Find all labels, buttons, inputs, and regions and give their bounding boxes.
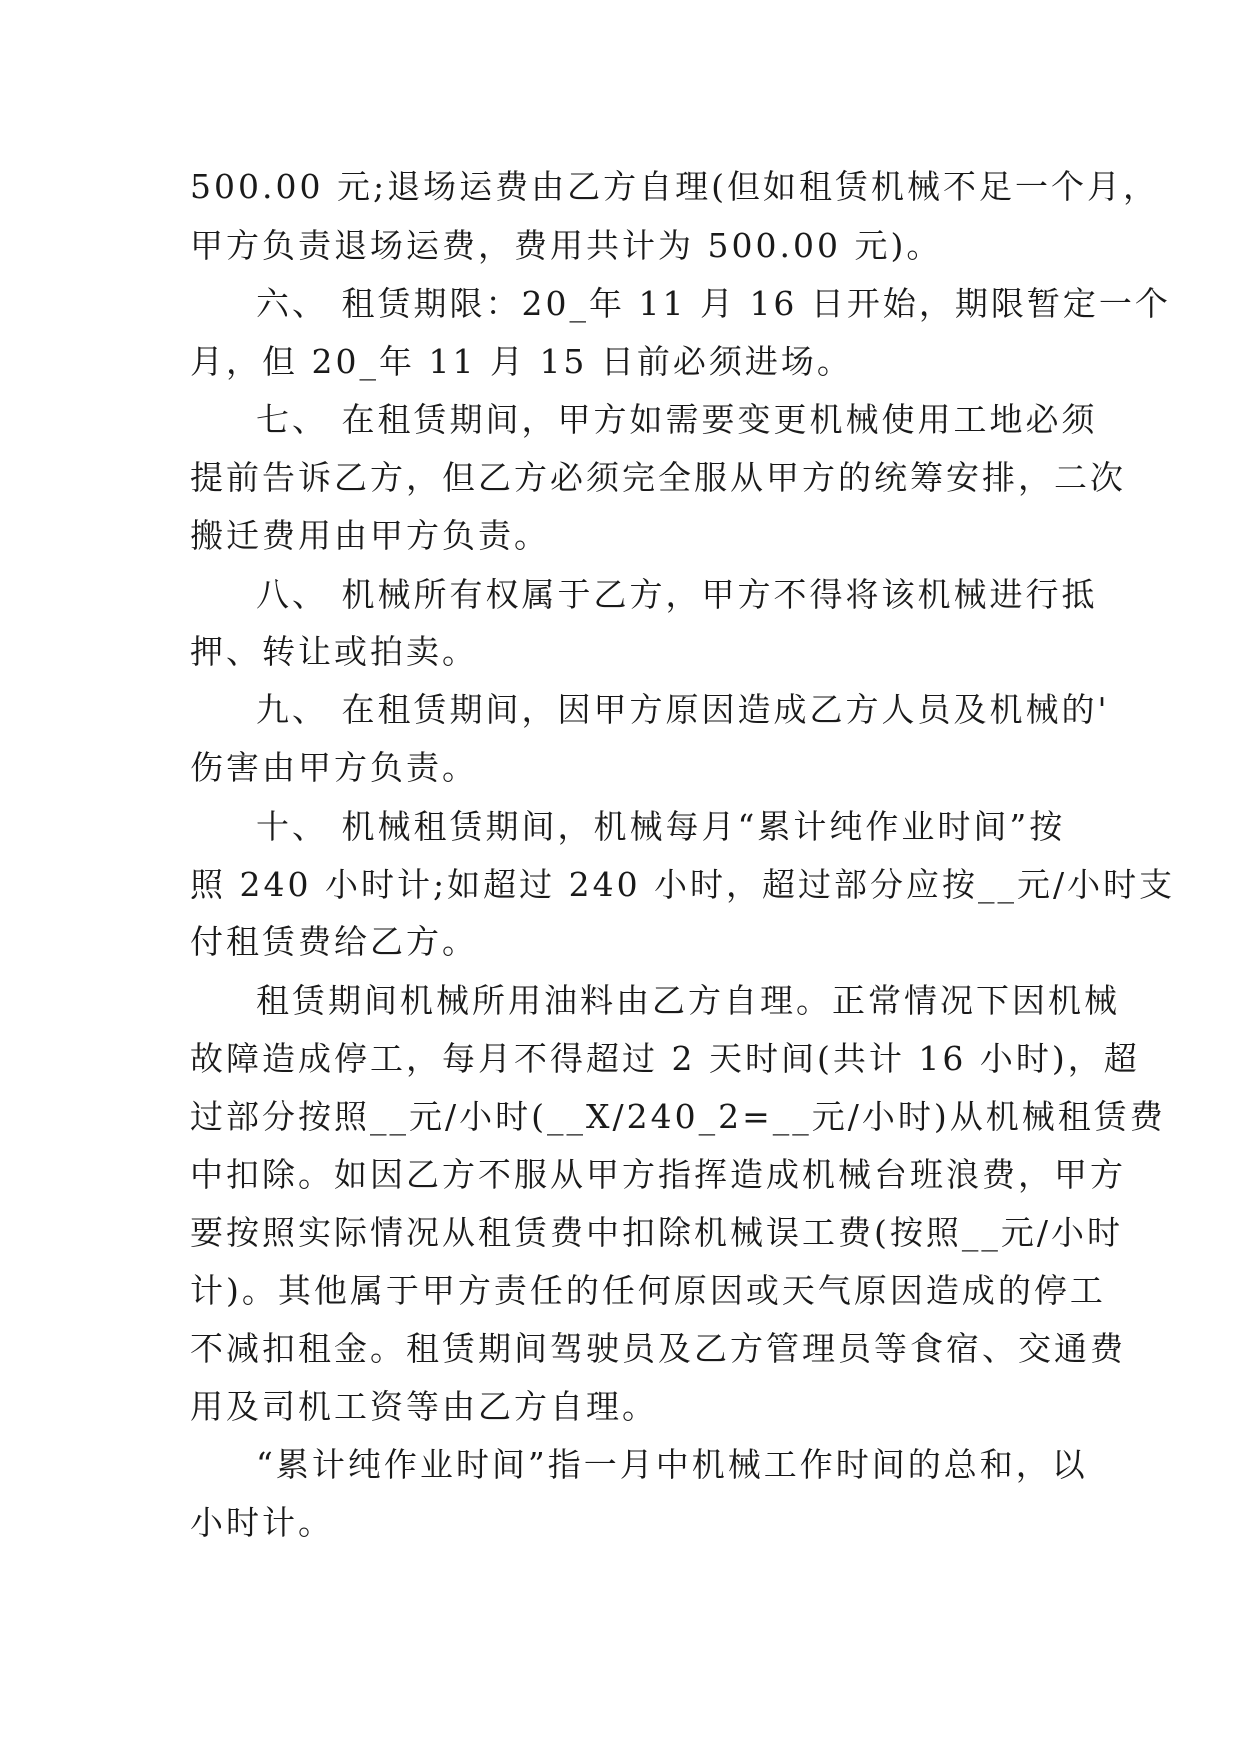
text-line: 甲方负责退场运费，费用共计为 500.00 元)。 — [190, 226, 943, 265]
text-line: 提前告诉乙方，但乙方必须完全服从甲方的统筹安排，二次 — [190, 458, 1126, 497]
text-line: 过部分按照__元/小时(__X/240_2=__元/小时)从机械租赁费 — [190, 1097, 1166, 1136]
text-line: 不减扣租金。租赁期间驾驶员及乙方管理员等食宿、交通费 — [190, 1329, 1126, 1368]
text-line: 七、 在租赁期间，甲方如需要变更机械使用工地必须 — [256, 400, 1098, 439]
text-line: 付租赁费给乙方。 — [190, 922, 478, 961]
text-line: 十、 机械租赁期间，机械每月“累计纯作业时间”按 — [256, 807, 1066, 846]
text-line: 租赁期间机械所用油料由乙方自理。正常情况下因机械 — [256, 981, 1120, 1020]
text-line: 计)。其他属于甲方责任的任何原因或天气原因造成的停工 — [190, 1271, 1106, 1310]
text-line: “累计纯作业时间”指一月中机械工作时间的总和，以 — [256, 1445, 1088, 1484]
text-line: 押、转让或拍卖。 — [190, 632, 478, 671]
text-line: 伤害由甲方负责。 — [190, 748, 478, 787]
text-line: 搬迁费用由甲方负责。 — [190, 516, 550, 555]
text-line: 八、 机械所有权属于乙方，甲方不得将该机械进行抵 — [256, 575, 1098, 614]
text-line: 要按照实际情况从租赁费中扣除机械误工费(按照__元/小时 — [190, 1213, 1123, 1252]
text-line: 六、 租赁期限：20_年 11 月 16 日开始，期限暂定一个 — [256, 284, 1171, 323]
text-line: 九、 在租赁期间，因甲方原因造成乙方人员及机械的' — [256, 690, 1110, 729]
text-line: 中扣除。如因乙方不服从甲方指挥造成机械台班浪费，甲方 — [190, 1155, 1126, 1194]
text-line: 小时计。 — [190, 1503, 334, 1542]
text-line: 500.00 元;退场运费由乙方自理(但如租赁机械不足一个月， — [190, 167, 1159, 206]
text-line: 用及司机工资等由乙方自理。 — [190, 1387, 658, 1426]
text-line: 故障造成停工，每月不得超过 2 天时间(共计 16 小时)，超 — [190, 1039, 1140, 1078]
text-line: 照 240 小时计;如超过 240 小时，超过部分应按__元/小时支 — [190, 865, 1176, 904]
text-line: 月，但 20_年 11 月 15 日前必须进场。 — [190, 342, 853, 381]
